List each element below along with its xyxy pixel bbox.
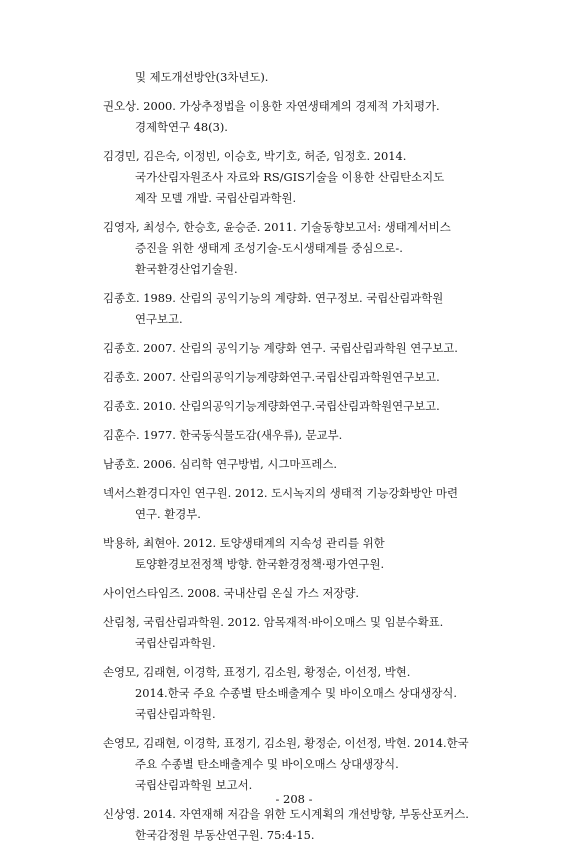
reference-line: 국립산림과학원.: [135, 636, 216, 650]
reference-line: 권오상. 2000. 가상추정법을 이용한 자연생태계의 경제적 가치평가.: [103, 99, 440, 113]
reference-line: 신상영. 2014. 자연재해 저감을 위한 도시계획의 개선방향, 부동산포커스.: [103, 807, 469, 821]
reference-line: 제작 모델 개발. 국립산림과학원.: [135, 191, 297, 205]
reference-line: 박용하, 최현아. 2012. 토양생태계의 지속성 관리를 위한: [103, 536, 385, 550]
reference-line: 연구. 환경부.: [135, 507, 201, 521]
reference-line: 2014.한국 주요 수종별 탄소배출계수 및 바이오매스 상대생장식.: [135, 686, 458, 700]
reference-list: [103, 67, 505, 846]
reference-line: 증진을 위한 생태계 조성기술-도시생태계를 중심으로-.: [135, 241, 403, 255]
reference-line: 토양환경보전정책 방향. 한국환경정책·평가연구원.: [135, 557, 385, 571]
reference-line: 환국환경산업기술원.: [135, 262, 238, 276]
reference-line: 산림청, 국립산림과학원. 2012. 암목재적·바이오매스 및 임분수확표.: [103, 615, 444, 629]
reference-line: 손영모, 김래현, 이경학, 표정기, 김소원, 황정순, 이선정, 박현. 2014.한국: [103, 736, 469, 750]
reference-line: 김종호. 1989. 산림의 공익기능의 계량화. 연구정보. 국립산림과학원: [103, 291, 444, 305]
reference-line: 국가산림자원조사 자료와 RS/GIS기술을 이용한 산림탄소지도: [135, 170, 445, 184]
reference-line: 김종호. 2007. 산림의공익기능계량화연구.국립산림과학원연구보고.: [103, 370, 440, 384]
reference-line: 사이언스타임즈. 2008. 국내산림 온실 가스 저장량.: [103, 586, 360, 600]
reference-line: 김경민, 김은숙, 이정빈, 이승호, 박기호, 허준, 임정호. 2014.: [103, 149, 407, 163]
reference-line: 김영자, 최성수, 한승호, 윤승준. 2011. 기술동향보고서: 생태계서비스: [103, 220, 451, 234]
reference-line: 넥서스환경디자인 연구원. 2012. 도시녹지의 생태적 기능강화방안 마련: [103, 486, 459, 500]
reference-line: 국립산림과학원 보고서.: [135, 778, 253, 792]
reference-line: 연구보고.: [135, 312, 183, 326]
reference-line: 손영모, 김래현, 이경학, 표정기, 김소원, 황정순, 이선정, 박현.: [103, 665, 411, 679]
reference-line: 남종호. 2006. 심리학 연구방법, 시그마프레스.: [103, 457, 338, 471]
reference-line: 주요 수종별 탄소배출계수 및 바이오매스 상대생장식.: [135, 757, 399, 771]
reference-line: 김종호. 2010. 산림의공익기능계량화연구.국립산림과학원연구보고.: [103, 399, 440, 413]
reference-line: 한국감정원 부동산연구원. 75:4-15.: [135, 828, 315, 842]
reference-line: 김훈수. 1977. 한국동식물도감(새우류), 문교부.: [103, 428, 343, 442]
page-number: - 208 -: [275, 792, 313, 806]
reference-line: 국립산림과학원.: [135, 707, 216, 721]
reference-line: 김종호. 2007. 산림의 공익기능 계량화 연구. 국립산림과학원 연구보고.: [103, 341, 458, 355]
reference-line: 경제학연구 48(3).: [135, 120, 228, 134]
reference-line: 및 제도개선방안(3차년도).: [135, 70, 269, 84]
